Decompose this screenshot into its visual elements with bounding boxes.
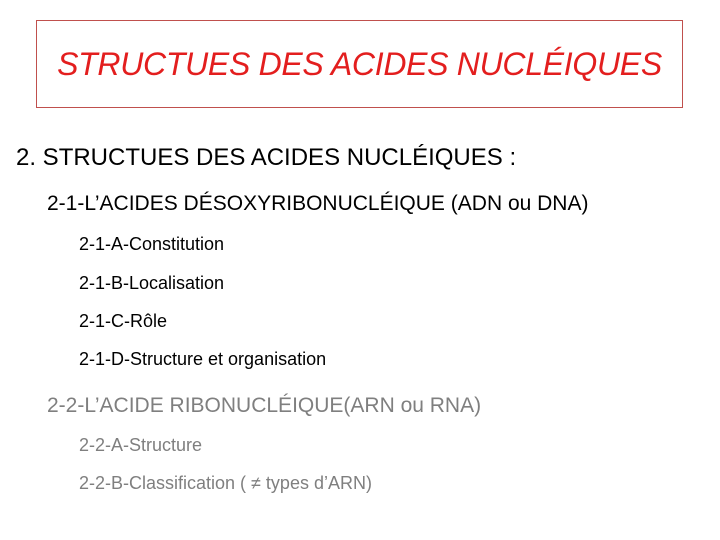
item-adn-constitution: 2-1-A-Constitution [79,234,225,254]
item-arn-structure: 2-2-A-Structure [79,435,203,455]
slide-title: STRUCTUES DES ACIDES NUCLÉIQUES [57,46,662,82]
section-arn: 2-2-L’ACIDE RIBONUCLÉIQUE(ARN ou RNA) [47,394,482,417]
outline-heading: 2. STRUCTUES DES ACIDES NUCLÉIQUES : [16,144,517,171]
section-adn: 2-1-L’ACIDES DÉSOXYRIBONUCLÉIQUE (ADN ou DNA) [47,192,589,215]
item-arn-classification: 2-2-B-Classification ( ≠ types d’ARN) [79,473,372,493]
item-adn-role: 2-1-C-Rôle [79,311,168,331]
item-adn-localisation: 2-1-B-Localisation [79,273,225,293]
item-adn-structure: 2-1-D-Structure et organisation [79,349,327,369]
